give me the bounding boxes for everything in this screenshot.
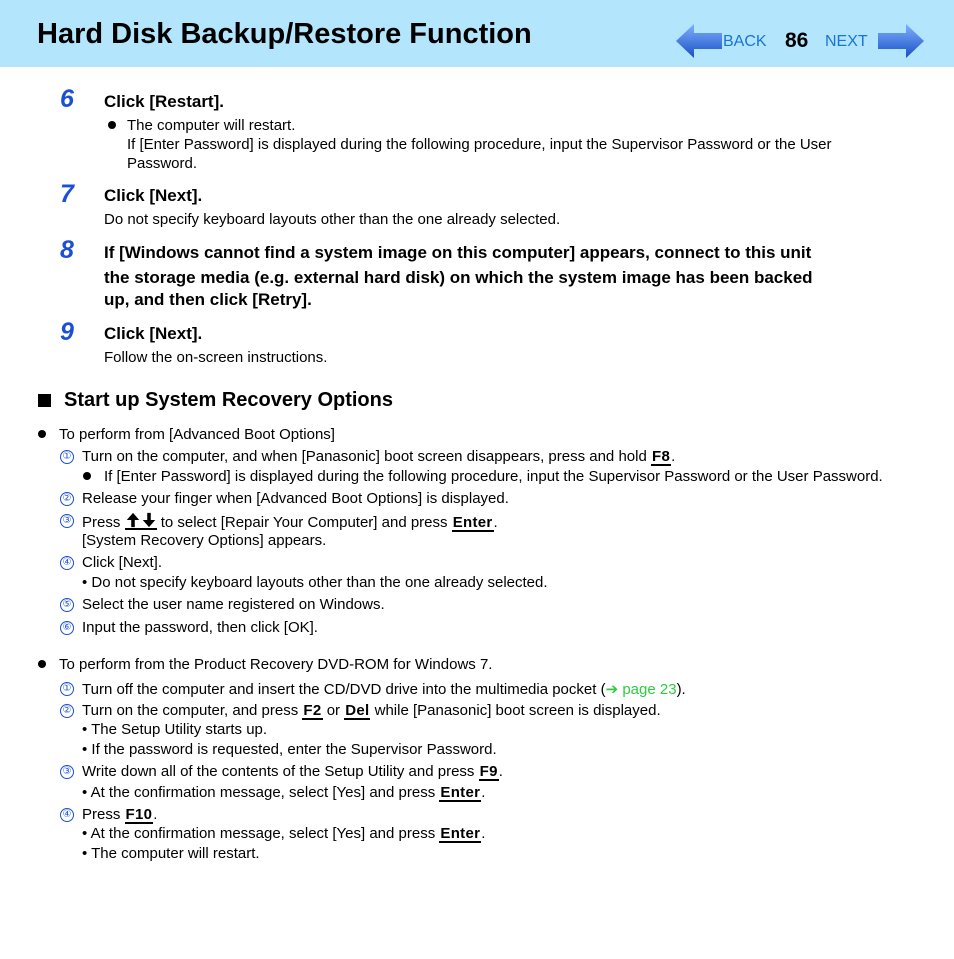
step-text: Do not specify keyboard layouts other than the one already selected. [104, 211, 561, 228]
substep-note: • At the confirmation message, select [Yes] and press Enter. [82, 825, 486, 842]
substep-text: Input the password, then click [OK]. [82, 619, 318, 636]
substep-note: • If the password is requested, enter the Supervisor Password. [82, 741, 497, 758]
section-title: Start up System Recovery Options [64, 389, 393, 411]
key-enter: Enter [452, 514, 493, 531]
substep-text: Click [Next]. [82, 554, 163, 571]
back-link[interactable]: BACK [723, 33, 767, 50]
substep-note: • At the confirmation message, select [Yes] and press Enter. [82, 784, 486, 801]
key-f8: F8 [651, 448, 671, 465]
next-link[interactable]: NEXT [825, 33, 868, 50]
procedure-intro: To perform from the Product Recovery DVD-ROM for Windows 7. [59, 656, 493, 673]
step-circle-number: ⑤ [60, 598, 74, 612]
substep-note: [System Recovery Options] appears. [82, 532, 327, 549]
substep-text: Select the user name registered on Windows. [82, 596, 385, 613]
key-f10: F10 [125, 806, 153, 823]
page-number: 86 [785, 29, 809, 52]
step-circle-number: ② [60, 704, 74, 718]
substep-text: Press to select [Repair Your Computer] and press Enter. [82, 514, 498, 531]
page-link[interactable]: page 23 [622, 681, 677, 698]
page-header [0, 0, 954, 67]
step-circle-number: ④ [60, 808, 74, 822]
step-title: Click [Next]. [104, 324, 203, 343]
substep-text: Press F10. [82, 806, 158, 823]
key-f9: F9 [479, 763, 498, 780]
step-circle-number: ① [60, 450, 74, 464]
section-square-icon [38, 394, 51, 407]
step-text: If [Enter Password] is displayed during the following procedure, input the Supervisor Password or the User [127, 136, 832, 153]
step-text: Password. [127, 155, 198, 172]
step-title: Click [Next]. [104, 186, 203, 205]
step-number: 9 [60, 318, 74, 346]
step-circle-number: ① [60, 682, 74, 696]
link-arrow-icon[interactable]: ➔ [605, 681, 619, 698]
key-f2: F2 [303, 702, 322, 719]
up-arrow-key-icon [125, 512, 141, 530]
substep-text: Release your finger when [Advanced Boot Options] is displayed. [82, 490, 509, 507]
substep-text: Turn off the computer and insert the CD/DVD drive into the multimedia pocket (➔ page 23). [82, 681, 686, 698]
step-title: Click [Restart]. [104, 92, 224, 111]
substep-note: If [Enter Password] is displayed during the following procedure, input the Supervisor Password or the User Password. [104, 468, 883, 485]
step-text: Follow the on-screen instructions. [104, 349, 328, 366]
bullet-icon [38, 660, 46, 668]
step-text: The computer will restart. [127, 117, 296, 134]
step-number: 8 [60, 236, 74, 264]
substep-text: Turn on the computer, and when [Panasonic] boot screen disappears, press and hold F8. [82, 448, 676, 465]
substep-note: • Do not specify keyboard layouts other than the one already selected. [82, 574, 548, 591]
back-arrow-icon[interactable] [676, 24, 722, 58]
step-number: 6 [60, 85, 74, 113]
step-circle-number: ⑥ [60, 621, 74, 635]
bullet-icon [83, 472, 91, 480]
bullet-icon [38, 430, 46, 438]
key-del: Del [345, 702, 370, 719]
step-circle-number: ② [60, 492, 74, 506]
key-enter: Enter [440, 825, 481, 842]
step-title: up, and then click [Retry]. [104, 290, 312, 309]
step-number: 7 [60, 180, 74, 208]
key-enter: Enter [440, 784, 481, 801]
step-circle-number: ③ [60, 765, 74, 779]
substep-text: Write down all of the contents of the Setup Utility and press F9. [82, 763, 503, 780]
substep-text: Turn on the computer, and press F2 or Del while [Panasonic] boot screen is displayed. [82, 702, 661, 719]
down-arrow-key-icon [141, 512, 157, 530]
procedure-intro: To perform from [Advanced Boot Options] [59, 426, 335, 443]
next-arrow-icon[interactable] [878, 24, 924, 58]
step-circle-number: ④ [60, 556, 74, 570]
bullet-icon [108, 121, 116, 129]
substep-note: • The computer will restart. [82, 845, 260, 862]
step-title: the storage media (e.g. external hard disk) on which the system image has been backed [104, 268, 813, 287]
page-title: Hard Disk Backup/Restore Function [37, 18, 532, 50]
substep-note: • The Setup Utility starts up. [82, 721, 268, 738]
step-title: If [Windows cannot find a system image on this computer] appears, connect to this unit [104, 243, 812, 262]
step-circle-number: ③ [60, 514, 74, 528]
